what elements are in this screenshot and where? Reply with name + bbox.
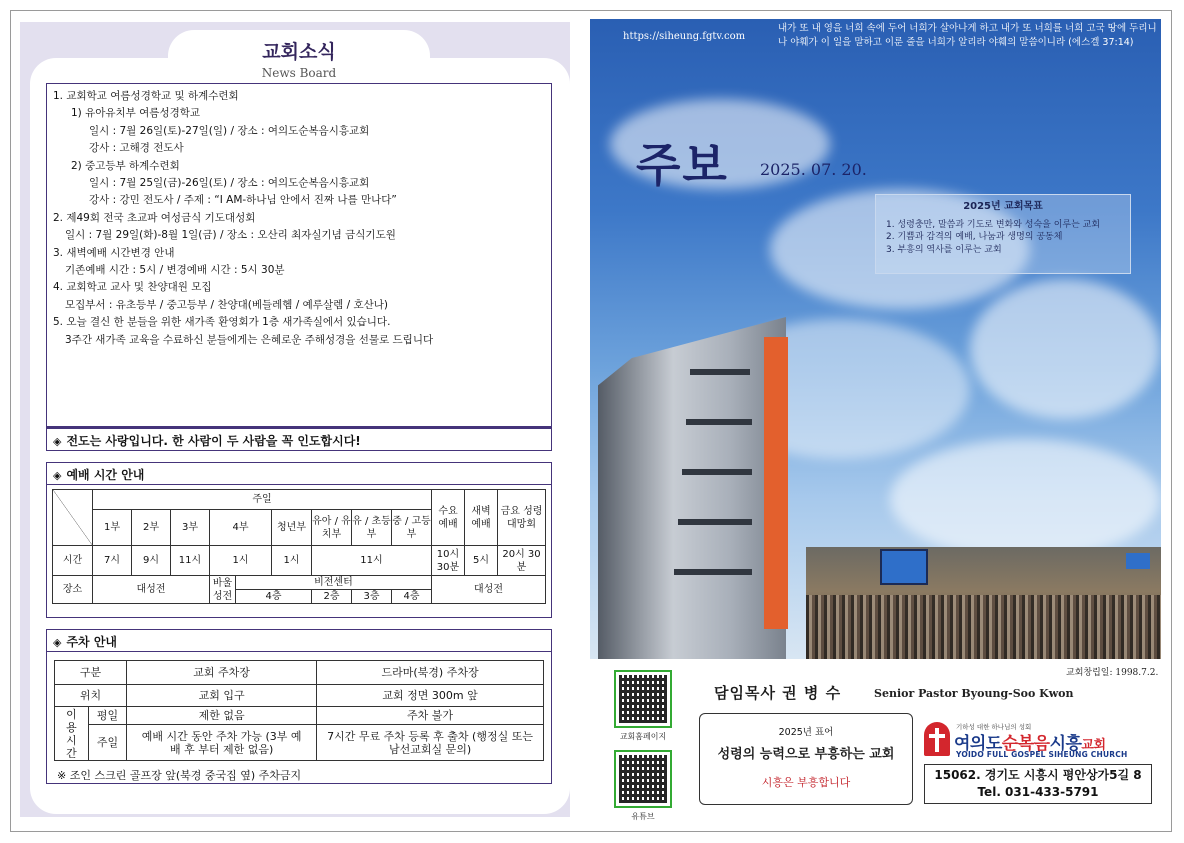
time-cell: 7시 bbox=[93, 546, 132, 576]
bulletin-title: 주보 bbox=[636, 138, 729, 192]
diamond-icon: ◈ bbox=[53, 435, 62, 448]
worship-header bbox=[47, 463, 551, 485]
logo-name-part: 교회 bbox=[1081, 738, 1106, 753]
time-cell: 1시 bbox=[272, 546, 312, 576]
goals-title: 2025년 교회목표 bbox=[963, 201, 1043, 212]
place-label: 장소 bbox=[53, 576, 93, 604]
service-header: 청년부 bbox=[272, 510, 312, 546]
time-cell: 9시 bbox=[132, 546, 171, 576]
qr-pattern bbox=[619, 675, 667, 723]
address: 15062. 경기도 시흥시 평안상가5길 8 bbox=[934, 768, 1142, 782]
place-baeul: 바울 성전 bbox=[210, 576, 236, 604]
logo-name-part: 시흥 bbox=[1049, 734, 1082, 754]
time-cell: 1시 bbox=[210, 546, 272, 576]
congregation bbox=[806, 595, 1161, 659]
building-window bbox=[674, 569, 752, 575]
motto-text: 성령의 능력으로 부흥하는 교회 bbox=[717, 747, 895, 762]
telephone: Tel. 031-433-5791 bbox=[977, 785, 1099, 799]
news-item: 기존예배 시간 : 5시 / 변경예배 시간 : 5시 30분 bbox=[65, 264, 285, 277]
sanctuary-screen bbox=[1126, 553, 1150, 569]
senior-pastor-en: Senior Pastor Byoung-Soo Kwon bbox=[874, 687, 1074, 700]
news-item: 일시 : 7월 29일(화)-8월 1일(금) / 장소 : 오산리 최자실기념 금식기도원 bbox=[65, 229, 396, 242]
table-corner bbox=[53, 490, 93, 546]
qr-pattern bbox=[619, 755, 667, 803]
sanctuary-screen bbox=[880, 549, 928, 585]
sunday-header: 주일 bbox=[93, 490, 432, 510]
wed-header: 수요 예배 bbox=[432, 490, 465, 546]
bible-verse: 내가 또 내 영을 너희 속에 두어 너희가 살아나게 하고 내가 또 너희를 너희 고국 땅에 두리니 나 야훼가 이 일을 말하고 이룬 줄을 너희가 알리라 야훼의 말씀이니라 (에스겔 37:14) bbox=[778, 23, 1157, 48]
time-cell: 20시 30분 bbox=[498, 546, 546, 576]
news-item: 일시 : 7월 25일(금)-26일(토) / 장소 : 여의도순복음시흥교회 bbox=[89, 177, 370, 190]
bulletin-date: 2025. 07. 20. bbox=[760, 160, 867, 179]
place-vision: 비전센터 bbox=[236, 576, 432, 590]
news-item: 5. 오늘 결신 한 분들을 위한 새가족 환영회가 1층 새가족실에서 있습니다. bbox=[53, 316, 391, 329]
news-item: 3주간 새가족 교육을 수료하신 분들에게는 은혜로운 주해성경을 선물로 드립니다 bbox=[65, 333, 434, 346]
church-goals bbox=[875, 194, 1131, 274]
parking-table bbox=[54, 660, 544, 761]
logo-denomination: 기하성 대한 하나님의 성회 bbox=[956, 723, 1032, 731]
news-item: 4. 교회학교 교사 및 찬양대원 모집 bbox=[53, 281, 212, 294]
parking-weekday: 평일 bbox=[89, 707, 127, 725]
cloud bbox=[970, 279, 1160, 419]
cross-icon bbox=[929, 734, 945, 738]
motto-label: 2025년 표어 bbox=[778, 727, 834, 738]
parking-header bbox=[47, 630, 551, 652]
time-cell: 11시 bbox=[312, 546, 432, 576]
cover-photo bbox=[590, 19, 1161, 659]
time-cell: 10시 30분 bbox=[432, 546, 465, 576]
news-item: 1) 유아유치부 여름성경학교 bbox=[71, 107, 201, 120]
diamond-icon: ◈ bbox=[53, 469, 62, 482]
parking-sunday: 주일 bbox=[89, 725, 127, 761]
goal-item: 1. 성령충만, 말씀과 기도로 변화와 성숙을 이루는 교회 bbox=[886, 219, 1101, 230]
service-header: 2부 bbox=[132, 510, 171, 546]
parking-h-drama: 드라마(북경) 주차장 bbox=[317, 661, 544, 685]
place-right: 대성전 bbox=[432, 576, 546, 604]
motto-box bbox=[699, 713, 913, 805]
news-item: 2) 중고등부 하계수련회 bbox=[71, 159, 180, 172]
building-window bbox=[682, 469, 752, 475]
logo-english: YOIDO FULL GOSPEL SIHEUNG CHURCH bbox=[956, 750, 1128, 759]
parking-h-church: 교회 주차장 bbox=[127, 661, 317, 685]
worship-table bbox=[52, 489, 546, 604]
church-logo bbox=[924, 720, 1154, 760]
goal-item: 3. 부흥의 역사를 이루는 교회 bbox=[886, 244, 1002, 255]
floor-cell: 4층 bbox=[236, 590, 312, 604]
floor-cell: 3층 bbox=[352, 590, 392, 604]
building-window bbox=[686, 419, 752, 425]
dawn-header: 새벽 예배 bbox=[465, 490, 498, 546]
parking-title: 주차 안내 bbox=[66, 635, 118, 649]
banner-text: 전도는 사랑입니다. 한 사람이 두 사람을 꼭 인도합시다! bbox=[66, 434, 361, 448]
address-box bbox=[924, 764, 1152, 804]
service-header: 3부 bbox=[171, 510, 210, 546]
senior-pastor: 담임목사 권 병 수 bbox=[714, 684, 842, 702]
parking-note: ※ 조인 스크린 골프장 앞(북경 중국집 옆) 주차금지 bbox=[57, 769, 302, 782]
service-header: 4부 bbox=[210, 510, 272, 546]
building-window bbox=[690, 369, 750, 375]
homepage-qr-caption: 교회홈페이지 bbox=[619, 732, 667, 741]
parking-sunday-church: 예배 시간 동안 주차 가능 (3부 예배 후 부터 제한 없음) bbox=[127, 725, 317, 761]
news-item: 강사 : 강민 전도사 / 주제 : “I AM-하나님 안에서 진짜 나를 만나다” bbox=[89, 194, 397, 207]
time-label: 시간 bbox=[53, 546, 93, 576]
parking-use-label: 이용 시간 bbox=[55, 707, 89, 761]
logo-name-part: 순복음 bbox=[1001, 734, 1050, 754]
evangelism-banner bbox=[46, 427, 552, 451]
goal-item: 2. 기쁨과 감격의 예배, 나눔과 생명의 공동체 bbox=[886, 232, 1063, 243]
slogan-text: 시흥은 부흥합니다 bbox=[761, 776, 851, 789]
parking-h-cat: 구분 bbox=[55, 661, 127, 685]
floor-cell: 4층 bbox=[392, 590, 432, 604]
church-url[interactable]: https://siheung.fgtv.com bbox=[623, 31, 746, 42]
service-header: 유 / 초등부 bbox=[352, 510, 392, 546]
floor-cell: 2층 bbox=[312, 590, 352, 604]
news-subtitle: News Board bbox=[261, 66, 337, 80]
parking-loc-church: 교회 입구 bbox=[127, 685, 317, 707]
news-item: 1. 교회학교 여름성경학교 및 하계수련회 bbox=[53, 90, 239, 102]
youtube-qr-code[interactable] bbox=[614, 750, 672, 808]
parking-loc-drama: 교회 정면 300m 앞 bbox=[317, 685, 544, 707]
building-window bbox=[678, 519, 752, 525]
fri-header: 금요 성령 대망회 bbox=[498, 490, 546, 546]
news-item: 3. 새벽예배 시간변경 안내 bbox=[53, 246, 175, 259]
time-cell: 5시 bbox=[465, 546, 498, 576]
parking-weekday-church: 제한 없음 bbox=[127, 707, 317, 725]
news-title: 교회소식 bbox=[262, 41, 336, 63]
news-item: 강사 : 고해경 전도사 bbox=[89, 142, 184, 155]
cloud bbox=[890, 439, 1160, 559]
news-item: 모집부서 : 유초등부 / 중고등부 / 찬양대(베들레헴 / 예루살렘 / 호산나) bbox=[65, 298, 388, 311]
news-item: 일시 : 7월 26일(토)-27일(일) / 장소 : 여의도순복음시흥교회 bbox=[89, 124, 370, 137]
parking-loc-label: 위치 bbox=[55, 685, 127, 707]
service-header: 중 / 고등부 bbox=[392, 510, 432, 546]
youtube-qr-caption: 유튜브 bbox=[631, 812, 655, 821]
parking-sunday-drama: 7시간 무료 주차 등록 후 출차 (행정실 또는 남선교회실 문의) bbox=[317, 725, 544, 761]
parking-section bbox=[46, 629, 552, 784]
news-item: 2. 제49회 전국 초교파 여성금식 기도대성회 bbox=[53, 211, 256, 224]
homepage-qr-code[interactable] bbox=[614, 670, 672, 728]
worship-title: 예배 시간 안내 bbox=[66, 468, 145, 482]
time-cell: 11시 bbox=[171, 546, 210, 576]
building-orange-stripe bbox=[764, 337, 788, 629]
worship-section bbox=[46, 462, 552, 618]
news-board bbox=[46, 83, 552, 427]
parking-weekday-drama: 주차 불가 bbox=[317, 707, 544, 725]
founded-date: 교회창립일: 1998.7.2. bbox=[1066, 668, 1159, 678]
cross-icon bbox=[935, 728, 939, 752]
logo-name-part: 여의도 bbox=[954, 734, 1002, 754]
church-emblem-icon bbox=[924, 722, 950, 756]
service-header: 1부 bbox=[93, 510, 132, 546]
place-main: 대성전 bbox=[93, 576, 210, 604]
diamond-icon: ◈ bbox=[53, 636, 62, 649]
service-header: 유아 / 유치부 bbox=[312, 510, 352, 546]
